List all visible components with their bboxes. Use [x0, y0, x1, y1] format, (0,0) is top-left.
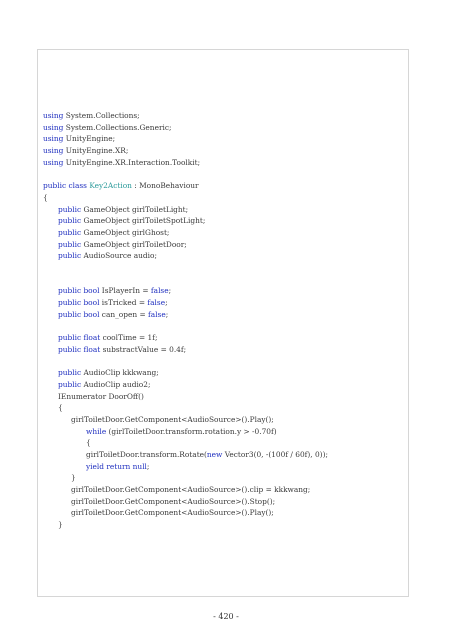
code-line	[43, 414, 405, 426]
code-text: girlToiletDoor.GetComponent<AudioSource>().clip = kkkwang;	[71, 485, 311, 494]
code-text: UnityEngine;	[63, 134, 116, 144]
code-keyword: bool	[83, 298, 100, 307]
code-line	[43, 367, 405, 379]
code-keyword: false	[148, 309, 166, 319]
page-number: - 420 -	[213, 612, 239, 621]
code-line	[43, 496, 405, 508]
code-line	[43, 145, 405, 157]
code-keyword: public	[58, 216, 82, 226]
code-keyword: new	[206, 449, 223, 459]
code-text: }	[71, 473, 76, 483]
code-keyword: float	[83, 333, 101, 343]
code-class-name: Key2Action	[89, 181, 132, 191]
code-keyword: public	[58, 286, 82, 296]
code-line	[43, 519, 405, 531]
code-text: AudioClip audio2;	[81, 379, 151, 389]
code-keyword: while	[86, 426, 107, 436]
code-text: ;	[165, 309, 169, 319]
code-text: girlToiletDoor.GetComponent<AudioSource>().Stop();	[71, 496, 276, 506]
code-line	[43, 239, 405, 251]
code-line	[43, 484, 405, 496]
code-text: girlToiletDoor.GetComponent<AudioSource>().Play();	[71, 414, 274, 424]
code-text: girlToiletDoor.GetComponent<AudioSource>().Play();	[71, 508, 274, 518]
code-line	[43, 309, 405, 321]
code-blank-line	[43, 168, 405, 180]
code-keyword: using	[43, 146, 64, 156]
code-line	[43, 449, 405, 461]
code-text: can_open =	[99, 309, 149, 319]
code-line	[43, 391, 405, 403]
code-line	[43, 426, 405, 438]
code-keyword: class	[68, 181, 87, 191]
code-text: GameObject girlToiletDoor;	[81, 239, 187, 249]
code-text: {	[58, 403, 63, 413]
code-keyword: using	[43, 122, 64, 132]
code-line	[43, 461, 405, 473]
code-keyword: public	[43, 181, 67, 191]
code-text: coolTime = 1f;	[100, 333, 158, 343]
code-text: AudioSource audio;	[81, 251, 157, 261]
code-text: substractValue = 0.4f;	[100, 344, 187, 354]
code-blank-line	[43, 262, 405, 274]
code-keyword: public	[58, 239, 82, 249]
code-line	[43, 122, 405, 134]
code-text: : MonoBehaviour	[131, 181, 199, 191]
code-line	[43, 192, 405, 204]
code-line	[43, 402, 405, 414]
code-keyword: false	[147, 298, 166, 307]
code-line	[43, 297, 405, 309]
code-line	[43, 157, 405, 169]
code-keyword: public	[58, 309, 82, 319]
code-blank-line	[43, 320, 405, 332]
code-keyword: public	[58, 344, 82, 354]
code-text: girlToiletDoor.transform.Rotate(	[86, 449, 207, 459]
code-text: {	[86, 438, 91, 448]
code-line	[43, 437, 405, 449]
code-text: AudioClip kkkwang;	[81, 368, 159, 378]
code-line	[43, 227, 405, 239]
code-text: Vector3(0, -(100f / 60f), 0));	[222, 449, 328, 459]
code-keyword: bool	[83, 286, 100, 296]
code-line	[43, 379, 405, 391]
code-keyword: using	[43, 111, 64, 120]
code-text: System.Collections;	[63, 111, 140, 120]
code-line	[43, 133, 405, 145]
code-line	[43, 204, 405, 216]
code-keyword: public	[58, 379, 82, 389]
code-keyword: using	[43, 157, 64, 167]
code-text: ;	[146, 461, 150, 471]
code-text: ;	[165, 298, 168, 307]
code-text: ;	[168, 286, 172, 296]
code-line	[43, 215, 405, 227]
code-keyword: false	[150, 286, 169, 296]
code-line	[43, 344, 405, 356]
code-blank-line	[43, 355, 405, 367]
code-text: IEnumerator DoorOff()	[58, 391, 144, 401]
code-text: (girlToiletDoor.transform.rotation.y > -0.70f)	[106, 426, 277, 436]
code-line	[43, 285, 405, 297]
code-keyword: return	[106, 461, 131, 471]
code-text: System.Collections.Generic;	[63, 122, 172, 132]
code-text: }	[58, 520, 63, 530]
code-listing	[43, 110, 405, 531]
code-line	[43, 180, 405, 192]
code-keyword: null	[132, 461, 147, 471]
code-line	[43, 507, 405, 519]
code-text: {	[43, 192, 48, 202]
code-text: GameObject girlGhost;	[81, 227, 170, 237]
code-keyword: public	[58, 251, 82, 261]
code-keyword: yield	[86, 461, 105, 471]
code-keyword: public	[58, 368, 82, 378]
code-text: IsPlayerIn =	[99, 286, 151, 296]
code-keyword: using	[43, 134, 64, 144]
code-blank-line	[43, 274, 405, 286]
code-text: isTricked =	[99, 298, 148, 307]
code-text: GameObject girlToiletLight;	[81, 204, 189, 214]
code-line	[43, 250, 405, 262]
code-keyword: float	[83, 344, 101, 354]
code-keyword: public	[58, 204, 82, 214]
code-keyword: public	[58, 227, 82, 237]
code-text: UnityEngine.XR.Interaction.Toolkit;	[63, 157, 201, 167]
code-text: UnityEngine.XR;	[63, 146, 129, 156]
code-keyword: public	[58, 298, 82, 307]
code-line	[43, 332, 405, 344]
code-line	[43, 110, 405, 122]
code-keyword: public	[58, 333, 82, 343]
code-text: GameObject girlToiletSpotLight;	[81, 216, 206, 226]
code-keyword: bool	[83, 309, 100, 319]
code-line	[43, 472, 405, 484]
